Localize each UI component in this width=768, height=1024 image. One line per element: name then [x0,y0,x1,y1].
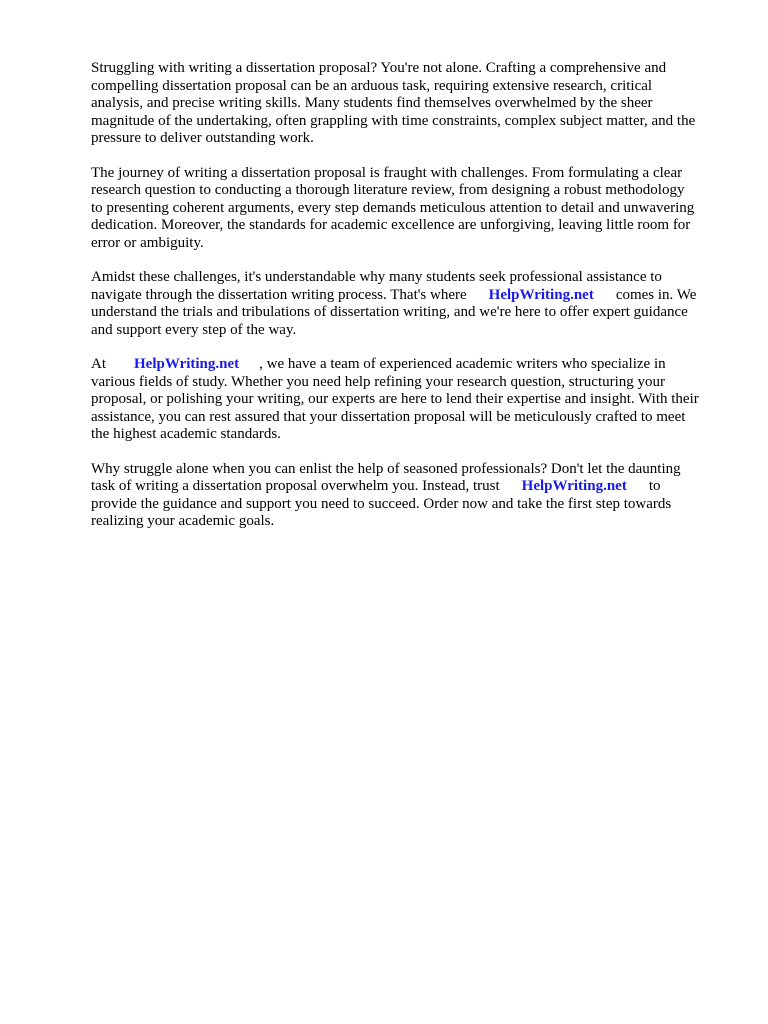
text-line: analysis, and precise writing skills. Many students find themselves overwhelmed by the sheer [91,95,653,111]
text-line: provide the guidance and support you need to succeed. Order now and take the first step towards [91,495,672,512]
text-line: proposal, or polishing your writing, our experts are here to lend their expertise and insight. With their [91,391,699,407]
text-segment: , we have a team of experienced academic writers who specialize in [259,356,666,372]
text-line: dedication. Moreover, the standards for academic excellence are unforgiving, leaving little room for [91,217,691,233]
text-segment: navigate through the dissertation writing process. That's where [91,286,467,303]
text-segment: task of writing a dissertation proposal overwhelm you. Instead, trust [91,478,500,494]
helpwriting-link[interactable]: HelpWriting.net [488,286,594,303]
helpwriting-link[interactable]: HelpWriting.net [134,356,240,372]
text-segment: comes in. We [615,286,697,303]
text-segment: At [91,356,106,372]
text-line: and support every step of the way. [91,321,297,338]
text-line: the highest academic standards. [91,426,281,442]
text-line: realizing your academic goals. [91,513,275,529]
text-line: Amidst these challenges, it's understandable why many students seek professional assistance to [91,269,662,285]
text-line: pressure to deliver outstanding work. [91,130,314,146]
text-line: assistance, you can rest assured that your dissertation proposal will be meticulously crafted to meet [91,408,686,425]
text-line: compelling dissertation proposal can be an arduous task, requiring extensive research, critical [91,77,653,94]
document-body [91,60,731,548]
text-line-with-link [91,287,731,305]
helpwriting-link[interactable]: HelpWriting.net [521,478,627,494]
text-line: The journey of writing a dissertation proposal is fraught with challenges. From formulating a clear [91,164,683,181]
text-segment: to [648,478,661,494]
text-line: understand the trials and tribulations of dissertation writing, and we're here to offer expert guidance [91,304,688,320]
text-line-with-link [91,478,731,496]
paragraph-5 [91,461,731,531]
paragraph-3 [91,269,731,339]
text-line: Why struggle alone when you can enlist the help of seasoned professionals? Don't let the daunting [91,460,681,477]
text-line: Struggling with writing a dissertation proposal? You're not alone. Crafting a comprehensive and [91,60,667,76]
text-line: magnitude of the undertaking, often grappling with time constraints, complex subject matter, and the [91,112,696,129]
paragraph-2 [91,165,731,253]
text-line: various fields of study. Whether you need help refining your research question, structuring your [91,373,666,390]
text-line: research question to conducting a thorough literature review, from designing a robust methodology [91,182,685,198]
paragraph-4 [91,356,731,444]
paragraph-1 [91,60,731,148]
text-line: to presenting coherent arguments, every step demands meticulous attention to detail and unwavering [91,199,695,216]
text-line-with-link [91,356,731,374]
text-line: error or ambiguity. [91,234,204,251]
